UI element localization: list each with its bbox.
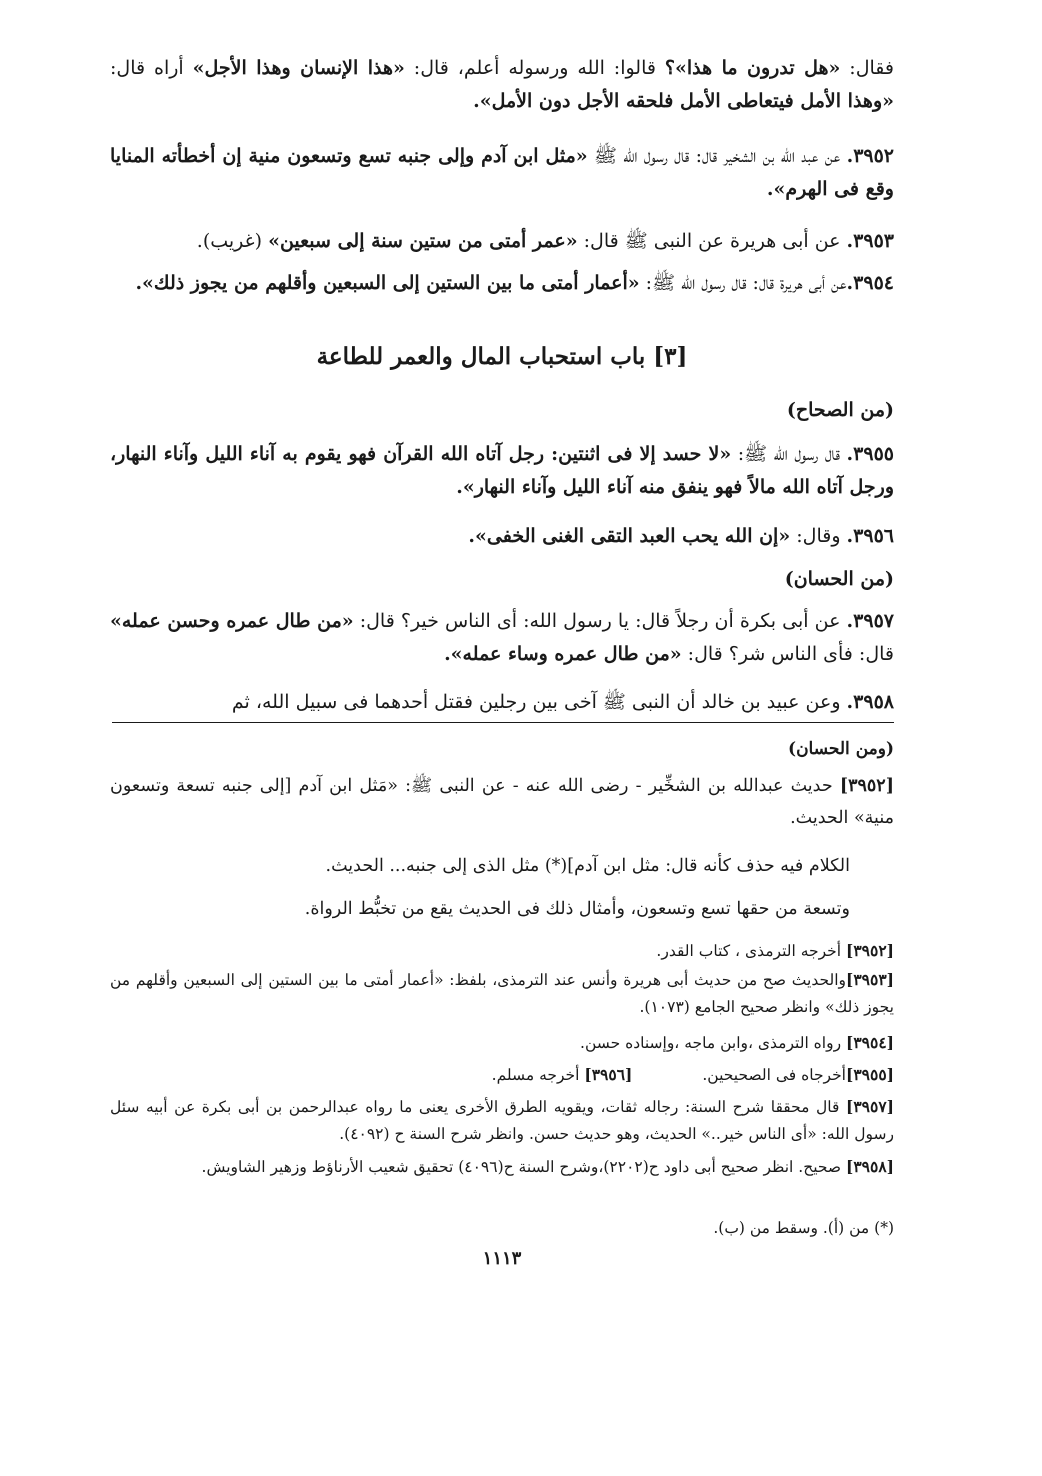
commentary-note-2: وتسعة من حقها تسع وتسعون، وأمثال ذلك فى الحديث يقع من تخبُّط الرواة. — [304, 899, 850, 919]
hadith-3952: ٣٩٥٢. عن عبد الله بن الشخير قال: قال رسول الله ﷺ «مثل ابن آدم وإلى جنبه تسع وتسعون منية إن أخطأته المنايا وقع فى الهرم». — [110, 145, 895, 200]
hadith-3955: ٣٩٥٥. قال رسول الله ﷺ: «لا حسد إلا فى اثنتين: رجل آتاه الله القرآن فهو يقوم به آناء الليل وآناء النهار، ورجل آتاه الله مالاً فهو ينفق منه آناء الليل وآناء النهار». — [110, 443, 894, 498]
commentary-note-1: الكلام فيه حذف كأنه قال: مثل ابن آدم](*) مثل الذى إلى جنبه... الحديث. — [325, 856, 850, 876]
hadith-number: ٣٩٥٢. — [846, 145, 895, 167]
footnote-3958: [٣٩٥٨] صحيح. انظر صحيح أبى داود ح(٢٢٠٢)،وشرح السنة ح(٤٠٩٦) تحقيق شعيب الأرناؤط وزهير الشاويش. — [201, 1157, 894, 1176]
footnotes-3955-3956 — [110, 1061, 894, 1089]
hadith-3953: ٣٩٥٣. عن أبى هريرة عن النبى ﷺ قال: «عمر أمتى من ستين سنة إلى سبعين» (غريب). — [196, 230, 894, 252]
footnote-3952: [٣٩٥٢] أخرجه الترمذى ، كتاب القدر. — [656, 941, 894, 960]
commentary-title: (ومن الحسان) — [788, 739, 894, 759]
hadith-number: ٣٩٥٣. — [846, 230, 894, 252]
hadith-number: ٣٩٥٧. — [846, 610, 894, 632]
hadith-3958: ٣٩٥٨. وعن عبيد بن خالد أن النبى ﷺ آخى بين رجلين فقتل أحدهما فى سبيل الله، ثم — [231, 691, 894, 713]
section-label-hisan: (من الحسان) — [784, 568, 894, 590]
footnote-3956: [٣٩٥٦] أخرجه مسلم. — [491, 1065, 633, 1084]
footnote-3953: [٣٩٥٣]والحديث صح من حديث أبى هريرة وأنس عند الترمذى، بلفظ: «أعمار أمتى ما بين الستين إلى السبعين وأقلهم من يجوز ذلك» وانظر صحيح الجامع (١٠٧٣). — [110, 970, 894, 1016]
footnote-3954: [٣٩٥٤] رواه الترمذى ،وابن ماجه ،وإسناده حسن. — [580, 1033, 894, 1052]
hadith-3954: ٣٩٥٤.عن أبى هريرة قال: قال رسول الله ﷺ: «أعمار أمتى ما بين الستين إلى السبعين وأقلهم من يجوز ذلك». — [135, 272, 894, 294]
footnote-3957: [٣٩٥٧] قال محققا شرح السنة: رجاله ثقات، ويقويه الطرق الأخرى يعنى ما رواه عبدالرحمن بن أبى بكرة عن أبيه سئل رسول الله: «أى الناس خير..» الحديث، وهو حديث حسن. وانظر شرح السنة ح (٤٠٩٢). — [110, 1097, 894, 1143]
hadith-3957: ٣٩٥٧. عن أبى بكرة أن رجلاً قال: يا رسول الله: أى الناس خير؟ قال: «من طال عمره وحسن عمله» قال: فأى الناس شر؟ قال: «من طال عمره وساء عمله». — [110, 610, 894, 665]
hadith-number: ٣٩٥٦. — [846, 525, 894, 547]
hadith-3956: ٣٩٥٦. وقال: «إن الله يحب العبد التقى الغنى الخفى». — [468, 525, 894, 547]
footnote-3955: [٣٩٥٥]أخرجاه فى الصحيحين. — [702, 1065, 894, 1084]
section-divider — [112, 722, 894, 723]
hadith-number: ٣٩٥٤. — [846, 272, 894, 294]
paragraph-continuation: فقال: «هل تدرون ما هذا»؟ قالوا: الله ورسوله أعلم، قال: «هذا الإنسان وهذا الأجل» أراه قال: «وهذا الأمل فيتعاطى الأمل فلحقه الأجل دون الأمل». — [110, 57, 894, 112]
hadith-number: ٣٩٥٨. — [846, 691, 894, 713]
footnote-star: (*) من (أ). وسقط من (ب). — [713, 1219, 894, 1237]
chapter-heading: [٣] باب استحباب المال والعمر للطاعة — [316, 343, 688, 370]
hadith-number: ٣٩٥٥. — [846, 443, 894, 465]
commentary-3952: [٣٩٥٢] حديث عبدالله بن الشخِّير - رضى الله عنه - عن النبى ﷺ: «مَثل ابن آدم [إلى جنبه تسعة وتسعون منية» الحديث. — [110, 776, 894, 828]
page-number: ١١١٣ — [482, 1248, 522, 1269]
section-label-sihah: (من الصحاح) — [786, 399, 894, 421]
